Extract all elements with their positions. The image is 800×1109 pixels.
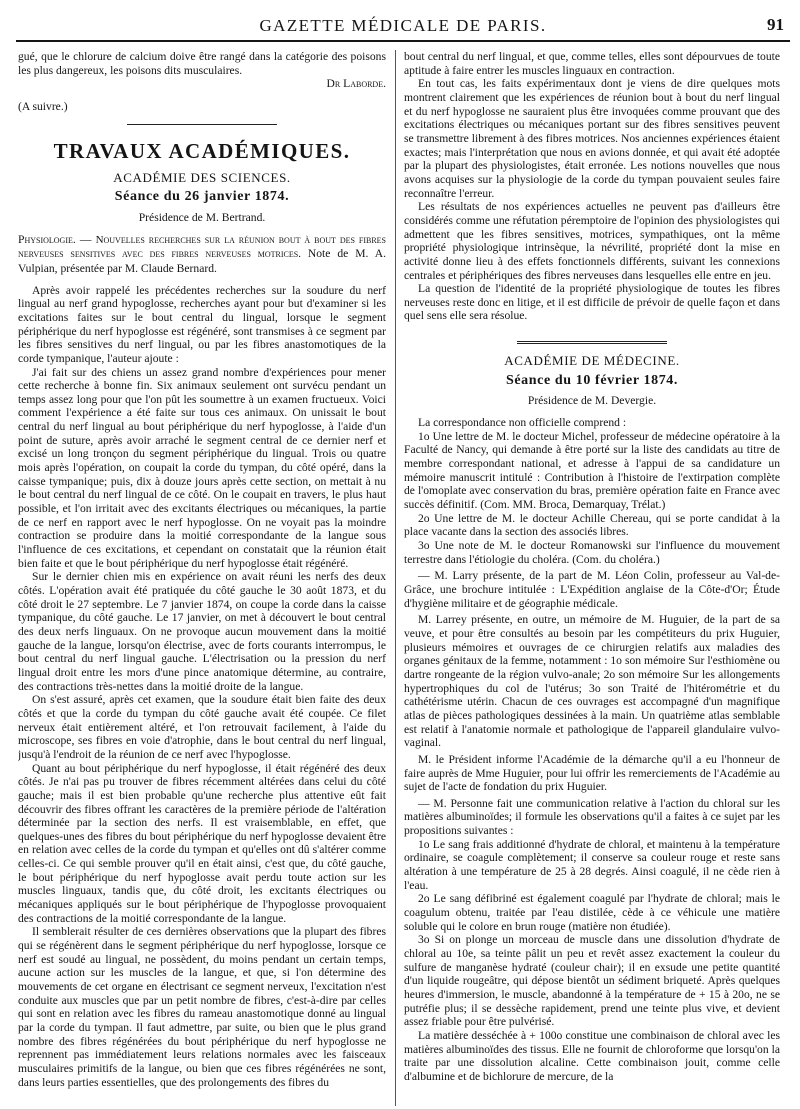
section-rule xyxy=(517,341,667,344)
list-item: 3o Une note de M. le docteur Romanowski sur l'influence du mouvement terrestre dans l'étiologie du choléra. (Com. du choléra.) xyxy=(404,539,780,566)
presidency-line: Présidence de M. Devergie. xyxy=(527,394,657,408)
list-item: La matière desséchée à + 100o constitue une combinaison de chloral avec les matières albuminoïdes des tissus. Elle ne fournit de chloroforme que lorsqu'on la traite par une dissolution alcaline. Cette combinaison jouit, comme celle d'albumine et de bichlorure de mercure, de la xyxy=(404,1028,780,1083)
list-item: 1o Une lettre de M. le docteur Michel, professeur de médecine opératoire à la Faculté de Nancy, qui demande à être porté sur la liste des candidats au titre de membre correspondant national, et adresse à l'appui de sa candidature un mémoire manuscrit intitulé : Contribution à l'histoire de l'extirpation complète de l'omoplate avec conservation du bras, première opération faite en France avec succès définitif. (Com. MM. Broca, Demarquay, Trélat.) xyxy=(404,429,780,512)
to-be-continued: (A suivre.) xyxy=(18,99,68,113)
list-item: — M. Larry présente, de la part de M. Léon Colin, professeur au Val-de-Grâce, une brochure intitulée : L'Expédition anglaise de la Côte-d'Or; Étude d'hygiène militaire et de géographie médicale. xyxy=(404,569,780,610)
session-heading: Séance du 26 janvier 1874. xyxy=(114,189,290,205)
paragraph: On s'est assuré, après cet examen, que la soudure était bien faite des deux côtés et que la corde du tympan du côté gauche avait été coupée. Ce filet nerveux était entièrement altéré, et l'on retrouvait facilement, à l'aide du microscope, ses fibres en voie d'atrophie, dans le bout central du nerf lingual, jusqu'à l'endroit de la réunion de ce nerf avec l'hypoglosse. xyxy=(18,693,386,761)
session-heading: Séance du 10 février 1874. xyxy=(505,372,679,388)
paragraph: En tout cas, les faits expérimentaux dont je viens de dire quelques mots montrent clairement que les expériences de réunion bout à bout du nerf lingual et du nerf hypoglosse ne sauraient plus être invoquées comme prouvant que des excitations électriques ou mécaniques portant sur des fibres sensitives peuvent se transmettre librement à des fibres motrices. Nos anciennes expériences étaient exactes; mais l'interprétation que nous en avions donnée, et qui avait été adoptée par la plupart des physiologistes, était erronée. Les notions nouvelles que nous avons acquises sur la physiologie de la corde du tympan pouvaient seules faire reconnaître l'erreur. xyxy=(404,77,780,200)
page-header xyxy=(16,12,790,42)
lead-subject: Nouvelles recherches sur la réunion bout à bout des fibres nerveuses sensitives avec des fibres nerveuses motrices. xyxy=(18,233,386,261)
paragraph: La question de l'identité de la propriété physiologique de toutes les fibres nerveuses reste donc en litige, et il est difficile de prévoir de quelle façon et dans quel sens elle sera résolue. xyxy=(404,282,780,323)
list-item: 2o Une lettre de M. le docteur Achille Chereau, qui se porte candidat à la place vacante dans la section des associés libres. xyxy=(404,511,780,539)
page-number: 91 xyxy=(767,15,784,34)
paragraph: Après avoir rappelé les précédentes recherches sur la soudure du nerf lingual au nerf grand hypoglosse, recherches ayant pour but d'examiner si les excitations faites sur le bout central du lingual, lorsque le segment périphérique du nerf hypoglosse est régénéré, sont transmises à ce segment par les fibres sensitives du nerf lingual, ou par les fibres anastomotiques de la corde tympanique, l'auteur ajoute : xyxy=(18,283,386,365)
list-item: M. le Président informe l'Académie de la démarche qu'il a eu l'honneur de faire auprès de Mme Huguier, pour lui offrir les remerciements de l'Académie au sujet de l'acte de fondation du prix Huguier. xyxy=(404,752,780,794)
lead-label: Physiologie. — xyxy=(18,232,92,246)
paragraph: Il semblerait résulter de ces dernières observations que la plupart des fibres qui se régénèrent dans le segment périphérique du nerf hypoglosse, lorsque ce nerf est soudé au lingual, ne possèdent, du moins pendant un certain temps, aucune action sur les muscles de la langue, et que, si l'on détermine des mouvements de cet organe en électrisant ce segment nerveux, l'excitation n'est conduite aux muscles que par un petit nombre de fibres, c'est-à-dire par celles qui sont en relation avec les fibres du rameau anastomotique donné au lingual par la corde du tympan. Il faut admettre, par suite, ou bien que le plus grand nombre des fibres régénérées du bout périphérique du nerf hypoglosse ne reprennent pas immédiatement leurs relations normales avec les faisceaux musculaires primitifs de la langue, ou bien que ces fibres régénérées ne sont, dans leurs parties essentielles, que des prolongements des fibres du xyxy=(18,925,386,1089)
list-item: M. Larrey présente, en outre, un mémoire de M. Huguier, de la part de sa veuve, et pour être consultés au besoin par les compétiteurs du prix Huguier, plusieurs mémoires et ouvrages de ce chirurgien relatifs aux maladies des organes génitaux de la femme, notamment : 1o son mémoire Sur l'esthiomène ou dartre rongeante de la région vulvo-anale; 2o son mémoire Sur les allongements hypertrophiques du col de l'utérus; 3o son Traité de l'hitérométrie et du cathétérisme utérin. Chacun de ces ouvrages est accompagné d'un magnifique atlas de pièces pathologiques dessinées à la main. Un quatrième atlas semblable est relatif à l'anatomie normale et pathologique de l'appareil glandulaire vulvo-vaginal. xyxy=(404,613,780,750)
paragraph: Quant au bout périphérique du nerf hypoglosse, il était régénéré des deux côtés. Je n'ai pas pu trouver de fibres récemment altérées dans celui du côté gauche; mais il est bien probable qu'une recherche plus attentive eût fait découvrir des fibres offrant les caractères de la première période de l'altération déterminée par la section des nerfs. Il est vraisemblable, en effet, que quelques-unes des fibres du bout périphérique du nerf hypoglosse devaient être en relation avec celles de la corde du tympan et qu'elles ont dû s'altérer comme celles-ci. Ce qui semble prouver qu'il en était ainsi, c'est que, du côté gauche, le bout périphérique du nerf hypoglosse avait perdu toute action sur les muscles linguaux, tandis que, du côté droit, les excitants électriques ou mécaniques appliqués sur le bout périphérique de l'hypoglosse provoquaient des contractions de la moitié correspondante de la langue. xyxy=(18,761,386,925)
lead-rest: Note de M. A. Vulpian, présentée par M. Claude Bernard. xyxy=(18,247,386,275)
list-item: 1o Le sang frais additionné d'hydrate de chloral, et maintenu à la température ordinaire, se coagule complètement; il conserve sa couleur rouge et reste sans altération à une température de 25 à 28 degrés. Ainsi coagulé, il ne cède rien à l'eau. xyxy=(404,837,780,892)
article-lead xyxy=(18,233,386,276)
academy-heading: ACADÉMIE DES SCIENCES. xyxy=(113,169,291,185)
column-divider xyxy=(395,50,396,1106)
right-column xyxy=(404,50,780,1106)
section-rule xyxy=(127,124,277,125)
author-signature: Dr Laborde. xyxy=(326,77,386,91)
section-title: TRAVAUX ACADÉMIQUES. xyxy=(53,138,351,163)
paragraph: Les résultats de nos expériences actuelles ne peuvent pas d'ailleurs être considérés comme une réfutation péremptoire de l'opinion des physiologistes qui admettent que les fibres sensitives, motrices, sympathiques, ont la même propriété physiologique intrinsèque, la névrilité, propriété dont la mise en activité donne lieu à des effets fonctionnels différents, suivant les connexions centrales et périphériques des fibres nerveuses dans lesquelles elle entre en jeu. xyxy=(404,200,780,282)
academy-heading: ACADÉMIE DE MÉDECINE. xyxy=(504,353,680,369)
list-item: 2o Le sang défibriné est également coagulé par l'hydrate de chloral; mais le coagulum obtenu, traitée par l'eau distilée, cède à ce véhicule une matière soluble qui le colore en brun rouge (matière non étudiée). xyxy=(404,892,780,933)
list-item: — M. Personne fait une communication relative à l'action du chloral sur les matières albuminoïdes; il formule les observations qu'il a faites à ce sujet par les propositions suivantes : xyxy=(404,796,780,838)
journal-title: GAZETTE MÉDICALE DE PARIS. xyxy=(259,16,547,35)
presidency-line: Présidence de M. Bertrand. xyxy=(138,210,266,224)
list-item: 3o Si on plonge un morceau de muscle dans une dissolution d'hydrate de chloral au 10e, sa teinte pâlit un peu et revêt assez exactement la couleur du sulfure de manganèse hydraté (couleur chair); il en exsude une petite quantité d'un liquide rougeâtre, qui dépose bientôt un sédiment briqueté. Après quelques heures d'immersion, le muscle, abandonné à la température de + 15 à 20o, ne se putréfie plus; il se dessèche rapidement, prend une teinte plus vive, et devient assez friable pour être pulvérisé. xyxy=(404,933,780,1029)
left-column xyxy=(18,50,386,1106)
paragraph: J'ai fait sur des chiens un assez grand nombre d'expériences pour mener cette recherche à bonne fin. Six animaux seulement ont survécu pendant un temps assez long pour que l'on pût les soumettre à un examen fructueux. Voici comment l'expérience a été faite sur tous ces animaux. On unissait le bout central du nerf lingual au bout périphérique du nerf hypoglosse, à l'aide d'un point de suture, après avoir arraché le segment central de ce dernier nerf et excisé un long tronçon du segment périphérique du lingual. Trois ou quatre mois après l'opération, on coupait la corde du tympan, du côté opéré, dans la caisse tympanique; puis, dix à douze jours après cette section, on mettait à nu le bout central du nerf lingual de ce côté. On le coupait en travers, le plus haut possible, et l'on irritait avec des excitants électriques ou mécaniques, la partie de ce nerf en rapport avec le nerf hypoglosse. On ne voyait pas la moindre contraction se produire dans la moitié correspondante de la langue sous l'influence de ces excitations, et cependant on constatait que la réunion était bien faite et que le bout périphérique du nerf hypoglosse était régénéré. xyxy=(18,365,386,570)
paragraph: bout central du nerf lingual, et que, comme telles, elles sont dépourvues de toute aptitude à faire entrer les muscles linguaux en contraction. xyxy=(404,50,780,77)
continued-text: gué, que le chlorure de calcium doive être rangé dans la catégorie des poisons les plus dangereux, les poisons dits musculaires. xyxy=(18,50,386,77)
correspondence-intro: La correspondance non officielle comprend : xyxy=(418,416,627,430)
paragraph: Sur le dernier chien mis en expérience on avait réuni les nerfs des deux côtés. L'opération avait été pratiquée du côté gauche le 30 août 1873, et du côté droit le 27 septembre. Le 7 janvier 1874, on coupe la corde dans la caisse tympanique, du côté gauche. Le 17 janvier, on met à découvert le bout central des deux nerfs linguaux. On ne provoque aucun mouvement dans la moitié gauche de la langue, lorsqu'on électrise, avec de forts courants interrompus, le bout central du nerf lingual gauche. L'électrisation ou la pression du nerf lingual droit entre les mors d'une pince anatomique détermine, au contraire, des contractions très-nettes dans la moitié droite de la langue. xyxy=(18,570,386,693)
